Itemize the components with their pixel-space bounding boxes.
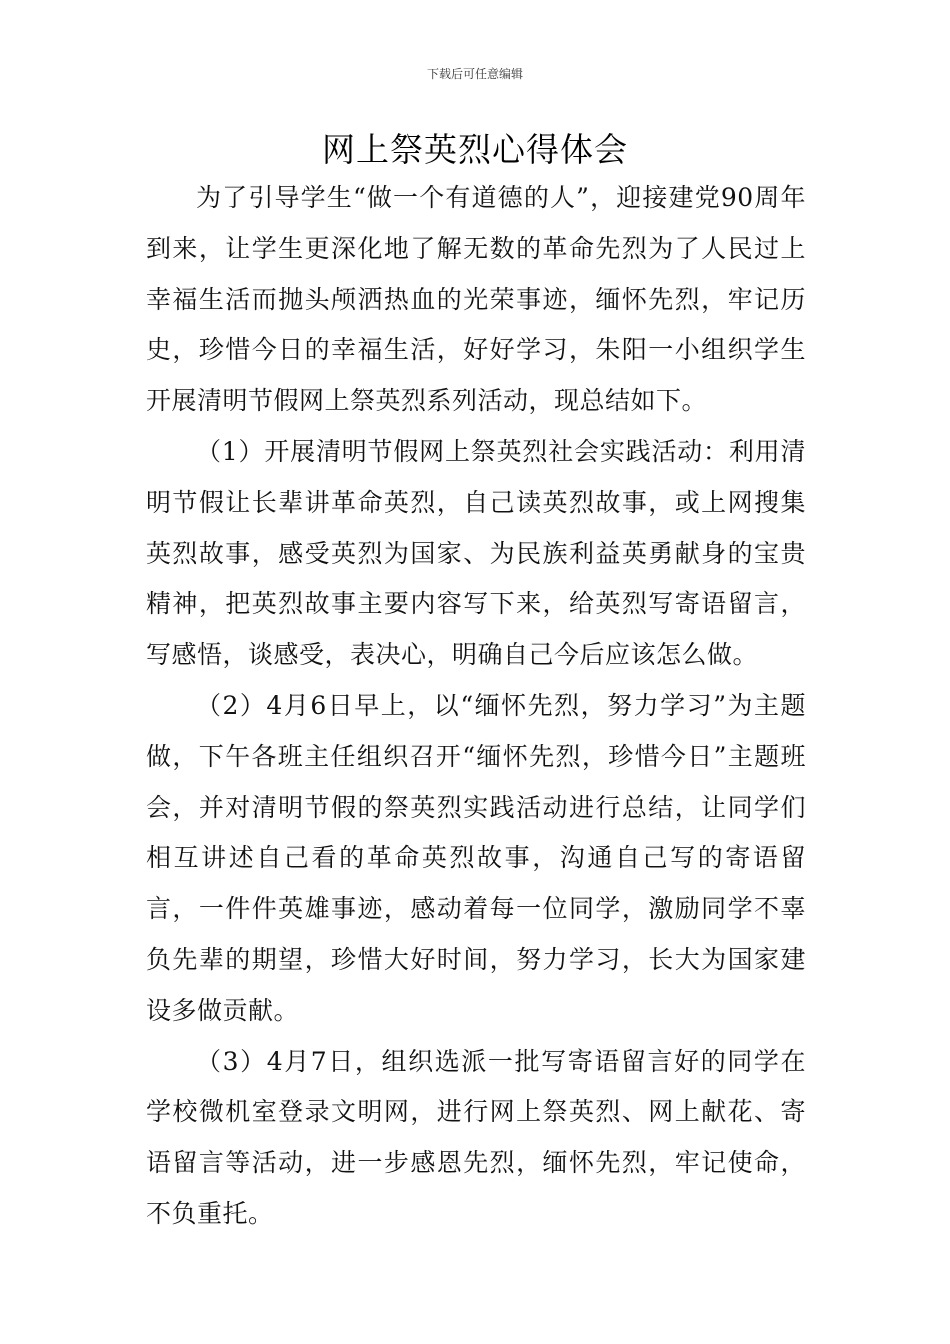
page-header-note: 下载后可任意编辑 (426, 67, 523, 81)
document-title: 网上祭英烈心得体会 (322, 130, 628, 169)
paragraph-item-1: （1）开展清明节假网上祭英烈社会实践活动：利用清明节假让长辈讲革命英烈，自己读英烈故事，或上网搜集英烈故事，感受英烈为国家、为民族利益英勇献身的宝贵精神，把英烈故事主要内容写下来，给英烈写寄语留言，写感悟，谈感受，表决心，明确自己今后应该怎么做。 (146, 436, 806, 670)
document-body (146, 173, 806, 1240)
paragraph-item-2: （2）4月6日早上，以“缅怀先烈，努力学习”为主题做，下午各班主任组织召开“缅怀先烈，珍惜今日”主题班会，并对清明节假的祭英烈实践活动进行总结，让同学们相互讲述自己看的革命英烈故事，沟通自己写的寄语留言，一件件英雄事迹，感动着每一位同学，激励同学不辜负先辈的期望，珍惜大好时间，努力学习，长大为国家建设多做贡献。 (146, 690, 806, 1025)
paragraph-intro: 为了引导学生“做一个有道德的人”，迎接建党90周年到来，让学生更深化地了解无数的革命先烈为了人民过上幸福生活而抛头颅洒热血的光荣事迹，缅怀先烈，牢记历史，珍惜今日的幸福生活，好好学习，朱阳一小组织学生开展清明节假网上祭英烈系列活动，现总结如下。 (146, 183, 806, 416)
paragraph-item-3: （3）4月7日，组织选派一批写寄语留言好的同学在学校微机室登录文明网，进行网上祭英烈、网上献花、寄语留言等活动，进一步感恩先烈，缅怀先烈，牢记使命，不负重托。 (146, 1046, 806, 1228)
